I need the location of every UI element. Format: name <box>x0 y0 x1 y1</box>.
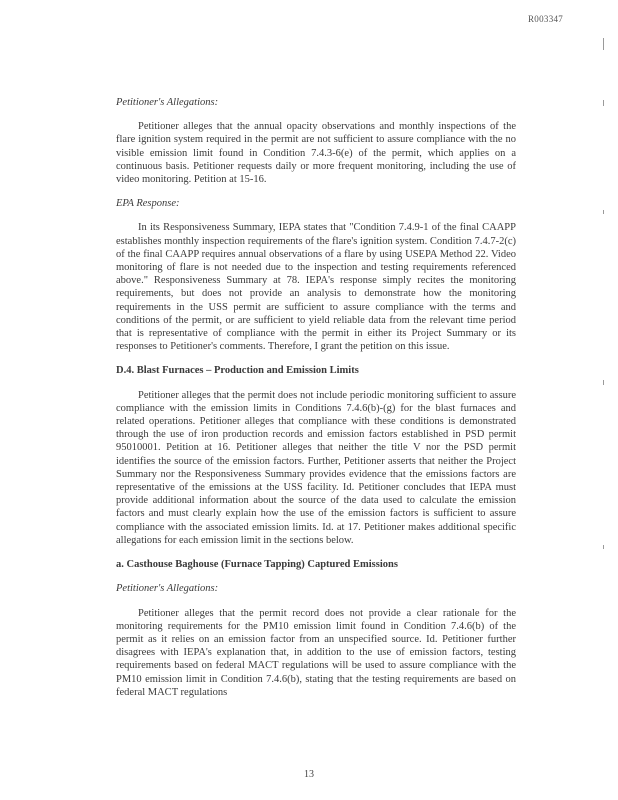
scan-edge-mark <box>603 545 604 549</box>
document-id: R003347 <box>528 14 564 24</box>
document-body <box>116 96 516 710</box>
body-paragraph: Petitioner alleges that the permit does not include periodic monitoring sufficient to assure compliance with the emission limits in Conditions 7.4.6(b)-(g) for the blast furnaces and related operations. Petitioner alleges that compliance with these conditions is demonstrated through the use of iron production records and emission factors established in PSD permit 95010001. Petition at 16. Petitioner alleges that neither the title V nor the PSD permit identifies the source of the emission factors. Further, Petitioner asserts that neither the Project Summary nor the Responsiveness Summary provides evidence that the emissions factors are representative of the emissions at the USS facility. Id. Petitioner concludes that IEPA must provide additional information about the source of the data used to calculate the emission factors and must clearly explain how the use of the emission factors is sufficient to assure compliance with the associated emission limits. Id. at 17. Petitioner makes additional specific allegations for each emission limit in the sections below. <box>116 389 516 546</box>
page-number: 13 <box>304 769 314 780</box>
scan-edge-mark <box>603 380 604 385</box>
body-paragraph: Petitioner alleges that the permit record does not provide a clear rationale for the monitoring requirements for the PM10 emission limit found in Condition 7.4.6(b) of the permit as it relies on an emission factor from an unspecified source. Id. Petitioner further disagrees with IEPA's explanation that, in addition to the use of emission factors, testing requirements based on federal MACT regulations will be used to assure compliance with the PM10 emission limit in Condition 7.4.6(b), stating that the testing requirements are based on federal MACT regulations <box>116 607 516 698</box>
scan-edge-mark <box>603 210 604 214</box>
body-paragraph: Petitioner alleges that the annual opacity observations and monthly inspections of the flare ignition system required in the permit are not sufficient to assure compliance with the no visible emission limit found in Condition 7.4.3-6(e) of the permit, which applies on a continuous basis. Petitioner requests daily or more frequent monitoring, including the use of video monitoring. Petition at 15-16. <box>116 121 516 186</box>
section-heading: D.4. Blast Furnaces – Production and Emission Limits <box>116 365 359 377</box>
section-heading-italic: EPA Response: <box>116 198 180 210</box>
section-heading-italic: Petitioner's Allegations: <box>116 583 219 595</box>
body-paragraph: In its Responsiveness Summary, IEPA states that "Condition 7.4.9-1 of the final CAAPP establishes monthly inspection requirements of the flare's ignition system. Condition 7.4.7-2(c) of the final CAAPP requires annual observations of a flare by using USEPA Method 22. Video monitoring of flare is not needed due to the inspection and testing requirements referenced above." Responsiveness Summary at 78. IEPA's response simply recites the monitoring requirements, but does not provide an analysis to demonstrate how the monitoring requirements in the USS permit are sufficient to assure compliance with the terms and conditions of the permit, or are sufficient to yield reliable data from the relevant time period that is representative of compliance with the permit in either its Project Summary or its responses to Petitioner's comments. Therefore, I grant the petition on this issue. <box>116 222 516 353</box>
scan-edge-mark <box>603 38 604 50</box>
section-heading-italic: Petitioner's Allegations: <box>116 97 219 108</box>
scan-edge-mark <box>603 100 604 106</box>
subsection-heading: a. Casthouse Baghouse (Furnace Tapping) Captured Emissions <box>116 559 398 571</box>
